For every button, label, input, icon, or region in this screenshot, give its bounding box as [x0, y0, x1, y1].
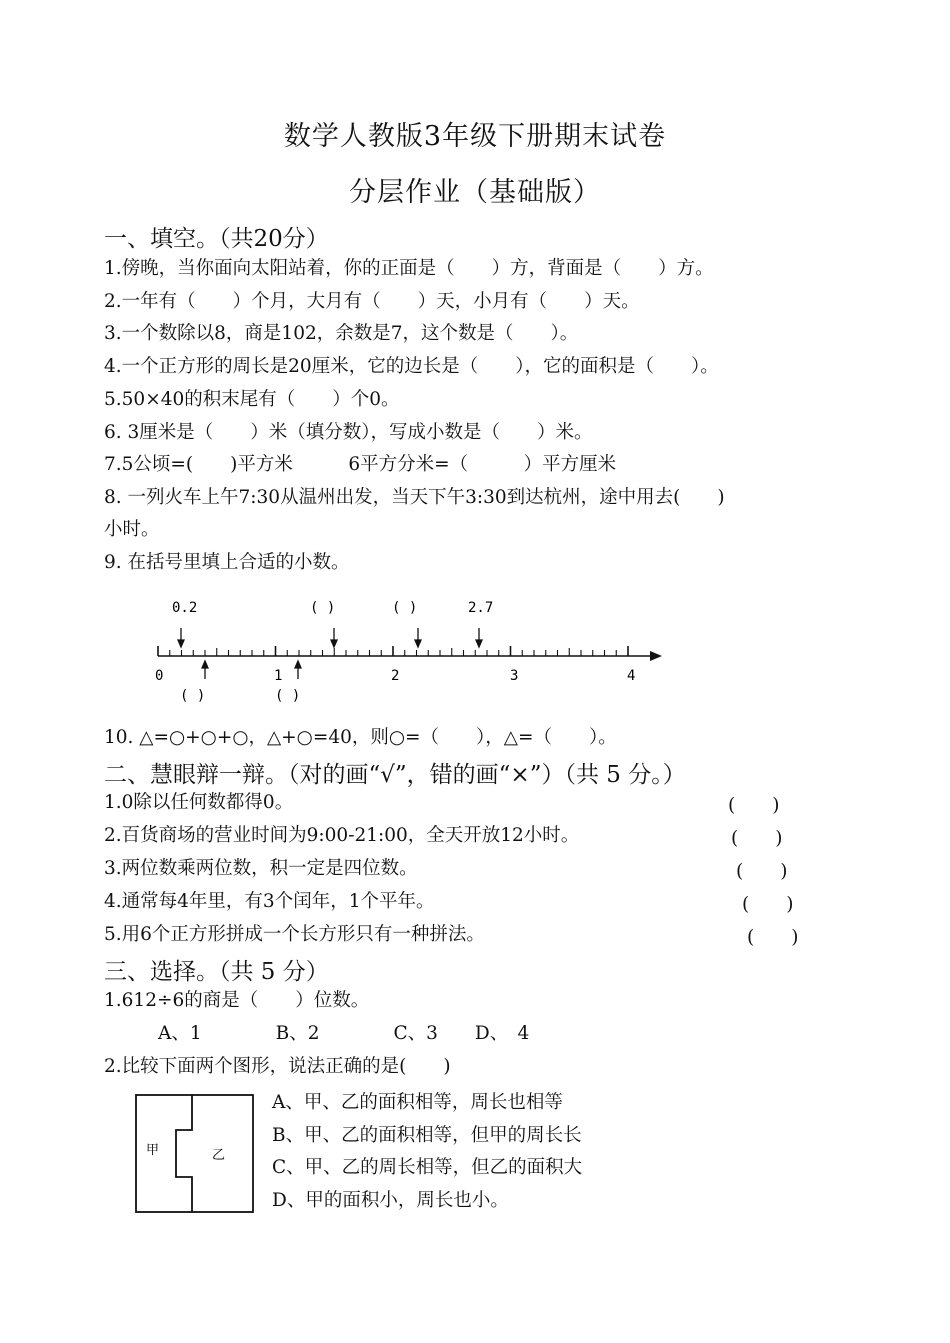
- number-line-arrowhead: [650, 651, 662, 661]
- up-arrow-2-head: [295, 661, 301, 668]
- choice-2-option-b: B、甲、乙的面积相等，但甲的周长长: [272, 1125, 582, 1146]
- page-title: 数学人教版3年级下册期末试卷: [283, 121, 667, 152]
- choice-2-option-d: D、甲的面积小，周长也小。: [272, 1190, 509, 1211]
- tick-label-0: 0: [155, 668, 164, 684]
- down-arrow-1-head: [331, 640, 337, 647]
- question-1-9: 9. 在括号里填上合适的小数。: [104, 552, 350, 573]
- tf-item-1: 1.0除以任何数都得0。: [104, 792, 294, 813]
- question-1-1: 1.傍晚，当你面向太阳站着，你的正面是（ ）方，背面是（ ）方。: [104, 258, 714, 279]
- choice-2-option-a: A、甲、乙的面积相等，周长也相等: [272, 1092, 563, 1113]
- down-arrow-2-head: [415, 640, 421, 647]
- down-arrow-0-2-head: [178, 640, 184, 647]
- tick-label-4: 4: [627, 668, 636, 684]
- question-1-3: 3.一个数除以8，商是102，余数是7，这个数是（ ）。: [104, 323, 579, 344]
- blank-bottom-2: ( ): [275, 688, 301, 704]
- section1-heading: 一、填空。（共20分）: [104, 226, 329, 252]
- tf-item-3: 3.两位数乘两位数，积一定是四位数。: [104, 858, 418, 879]
- down-arrow-2-7-head: [476, 640, 482, 647]
- question-1-7: 7.5公顷=( )平方米 6平方分米=（ ）平方厘米: [104, 454, 617, 475]
- section3-heading: 三、选择。（共 5 分）: [104, 959, 329, 985]
- blank-top-2: ( ): [392, 600, 418, 616]
- question-1-5: 5.50×40的积末尾有（ ）个0。: [104, 389, 400, 410]
- label-0-2: 0.2: [172, 600, 198, 616]
- tf-item-4-paren: ( ): [742, 894, 794, 915]
- number-line-figure: [150, 590, 670, 710]
- choice-question-2: 2.比较下面两个图形，说法正确的是( ): [104, 1056, 451, 1077]
- tf-item-2: 2.百货商场的营业时间为9:00-21:00，全天开放12小时。: [104, 825, 580, 846]
- question-1-4: 4.一个正方形的周长是20厘米，它的边长是（ ），它的面积是（ ）。: [104, 356, 719, 377]
- question-1-2: 2.一年有（ ）个月，大月有（ ）天，小月有（ ）天。: [104, 291, 640, 312]
- choice-question-1: 1.612÷6的商是（ ）位数。: [104, 990, 370, 1011]
- tf-item-5: 5.用6个正方形拼成一个长方形只有一种拼法。: [104, 924, 485, 945]
- question-1-8-line1: 8. 一列火车上午7:30从温州出发，当天下午3:30到达杭州，途中用去( ): [104, 487, 725, 508]
- dividing-line: [176, 1095, 192, 1212]
- question-1-6: 6. 3厘米是（ ）米（填分数），写成小数是（ ）米。: [104, 422, 593, 443]
- tf-item-2-paren: ( ): [731, 828, 783, 849]
- blank-bottom-1: ( ): [180, 688, 206, 704]
- choice-question-1-options: A、1 B、2 C、3 D、 4: [158, 1023, 530, 1044]
- tf-item-3-paren: ( ): [736, 861, 788, 882]
- up-arrow-1-head: [202, 661, 208, 668]
- page-subtitle: 分层作业（基础版）: [349, 177, 601, 208]
- label-yi: 乙: [212, 1148, 226, 1163]
- tf-item-1-paren: ( ): [728, 795, 780, 816]
- choice-2-option-c: C、甲、乙的周长相等，但乙的面积大: [272, 1157, 583, 1178]
- tf-item-4: 4.通常每4年里，有3个闰年，1个平年。: [104, 891, 435, 912]
- question-1-8-line2: 小时。: [104, 519, 160, 540]
- question-1-10: 10. △=○+○+○，△+○=40，则○=（ ），△=（ ）。: [104, 727, 617, 748]
- tf-item-5-paren: ( ): [747, 927, 799, 948]
- label-jia: 甲: [146, 1143, 160, 1158]
- label-2-7: 2.7: [468, 600, 494, 616]
- tick-label-2: 2: [391, 668, 400, 684]
- section2-heading: 二、慧眼辩一辩。（对的画“√”，错的画“×”）（共 5 分。）: [104, 762, 686, 788]
- shapes-figure: [134, 1093, 256, 1215]
- tick-label-1: 1: [274, 668, 283, 684]
- tick-label-3: 3: [510, 668, 519, 684]
- blank-top-1: ( ): [310, 600, 336, 616]
- number-line-ticks: [158, 646, 628, 656]
